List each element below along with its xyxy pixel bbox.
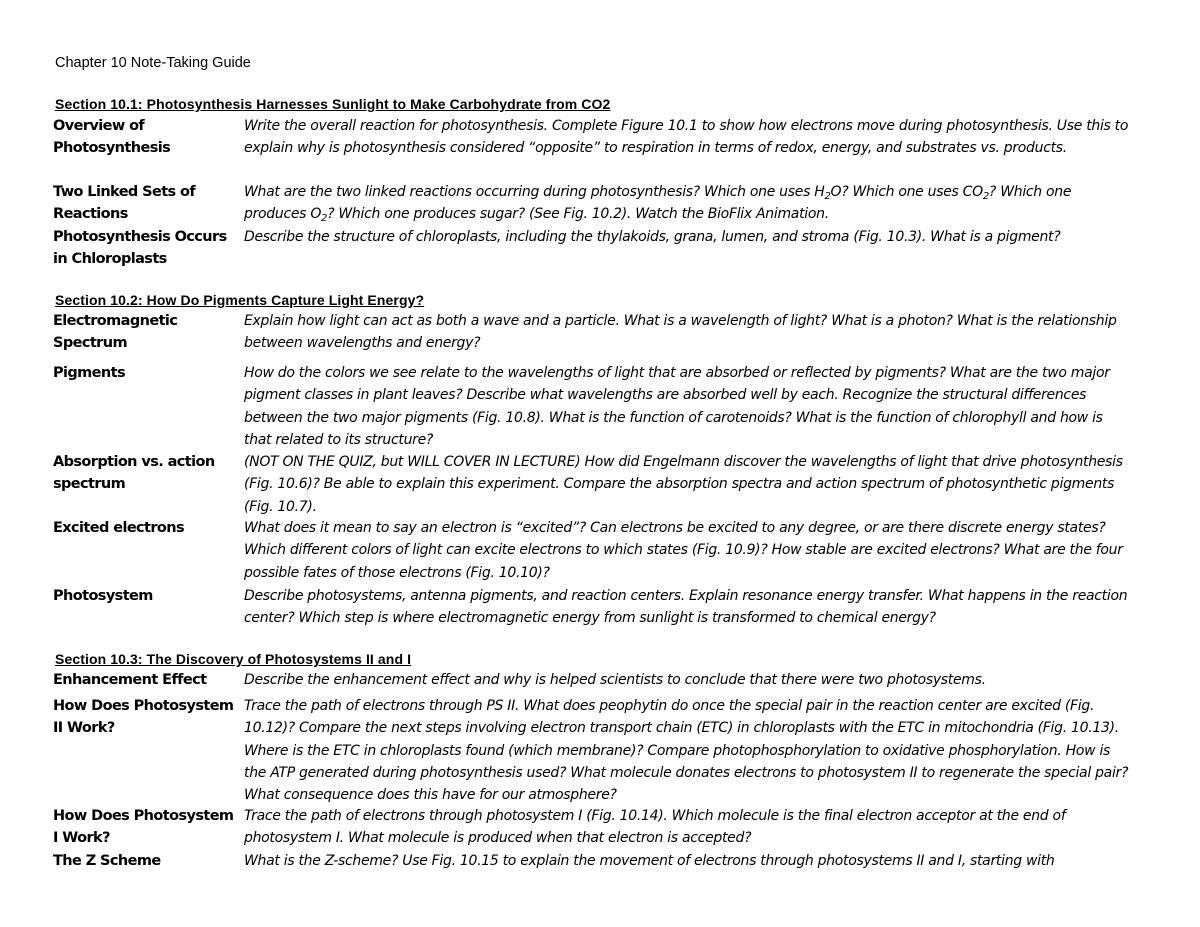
- row-term: The Z Scheme: [53, 853, 161, 869]
- row-description: (NOT ON THE QUIZ, but WILL COVER IN LECTURE) How did Engelmann discover the wavelengths of light that drive photosynthesis (Fig. 10.6)? Be able to explain this experiment. Compare the absorption spectra and action spectrum of photosynthetic pigments (Fig. 10.7).: [244, 454, 1123, 515]
- section-heading-10-3: Section 10.3: The Discovery of Photosystems II and I: [55, 651, 412, 667]
- row-term: Two Linked Sets of Reactions: [53, 184, 196, 223]
- row-description: Describe the enhancement effect and why is helped scientists to conclude that there were two photosystems.: [244, 672, 986, 688]
- row-description: Trace the path of electrons through PS II. What does peophytin do once the special pair in the reaction center are excited (Fig. 10.12)? Compare the next steps involving electron transport chain (ETC) in chloroplasts with the ETC in mitochondria (Fig. 10.13). Where is the ETC in chloroplasts found (which membrane)? Compare photophosphorylation to oxidative phosphorylation. How is the ATP generated during photosynthesis used? What molecule donates electrons to photosystem II to regenerate the special pair? What consequence does this have for our atmosphere?: [244, 698, 1129, 804]
- row-term: Enhancement Effect: [53, 672, 207, 688]
- row-term: Photosystem: [53, 588, 153, 604]
- section-heading-10-2: Section 10.2: How Do Pigments Capture Light Energy?: [55, 292, 425, 308]
- row-description: Describe the structure of chloroplasts, including the thylakoids, grana, lumen, and stroma (Fig. 10.3). What is a pigment?: [244, 229, 1061, 245]
- row-term: Photosynthesis Occurs in Chloroplasts: [53, 229, 227, 268]
- row-term: Pigments: [53, 365, 126, 381]
- row-description: What are the two linked reactions occurring during photosynthesis? Which one uses $H_2O$? Which one uses $CO_2$? Which one produces $O_2$? Which one produces sugar? (See Fig. 10.2). Watch the BioFlix Animation.: [244, 184, 1072, 225]
- row-term: Absorption vs. action spectrum: [53, 454, 215, 493]
- row-description: How do the colors we see relate to the wavelengths of light that are absorbed or reflected by pigments? What are the two major pigment classes in plant leaves? Describe what wavelengths are absorbed well by each. Recognize the structural differences between the two major pigments (Fig. 10.8). What is the function of carotenoids? What is the function of chlorophyll and how is that related to its structure?: [244, 365, 1110, 448]
- row-description: Explain how light can act as both a wave and a particle. What is a wavelength of light? What is a photon? What is the relationship between wavelengths and energy?: [244, 313, 1117, 352]
- row-term: Overview of Photosynthesis: [53, 118, 171, 157]
- row-term: How Does Photosystem II Work?: [53, 698, 234, 737]
- document-title: Chapter 10 Note-Taking Guide: [55, 55, 251, 71]
- row-description: Describe photosystems, antenna pigments, and reaction centers. Explain resonance energy transfer. What happens in the reaction center? Which step is where electromagnetic energy from sunlight is transformed to chemical energy?: [244, 588, 1128, 627]
- row-description: What does it mean to say an electron is “excited”? Can electrons be excited to any degree, or are there discrete energy states? Which different colors of light can excite electrons to which states (Fig. 10.9)? How stable are excited electrons? What are the four possible fates of those electrons (Fig. 10.10)?: [244, 520, 1123, 581]
- row-description: What is the Z-scheme? Use Fig. 10.15 to explain the movement of electrons through photosystems II and I, starting with: [244, 853, 1055, 869]
- row-term: How Does Photosystem I Work?: [53, 808, 234, 847]
- row-description: Write the overall reaction for photosynthesis. Complete Figure 10.1 to show how electrons move during photosynthesis. Use this to explain why is photosynthesis considered “opposite” to respiration in terms of redox, energy, and substrates vs. products.: [244, 118, 1129, 157]
- row-term: Excited electrons: [53, 520, 185, 536]
- row-description: Trace the path of electrons through photosystem I (Fig. 10.14). Which molecule is the final electron acceptor at the end of photosystem I. What molecule is produced when that electron is accepted?: [244, 808, 1066, 847]
- section-heading-10-1: Section 10.1: Photosynthesis Harnesses Sunlight to Make Carbohydrate from CO2: [55, 96, 611, 112]
- row-term: Electromagnetic Spectrum: [53, 313, 178, 352]
